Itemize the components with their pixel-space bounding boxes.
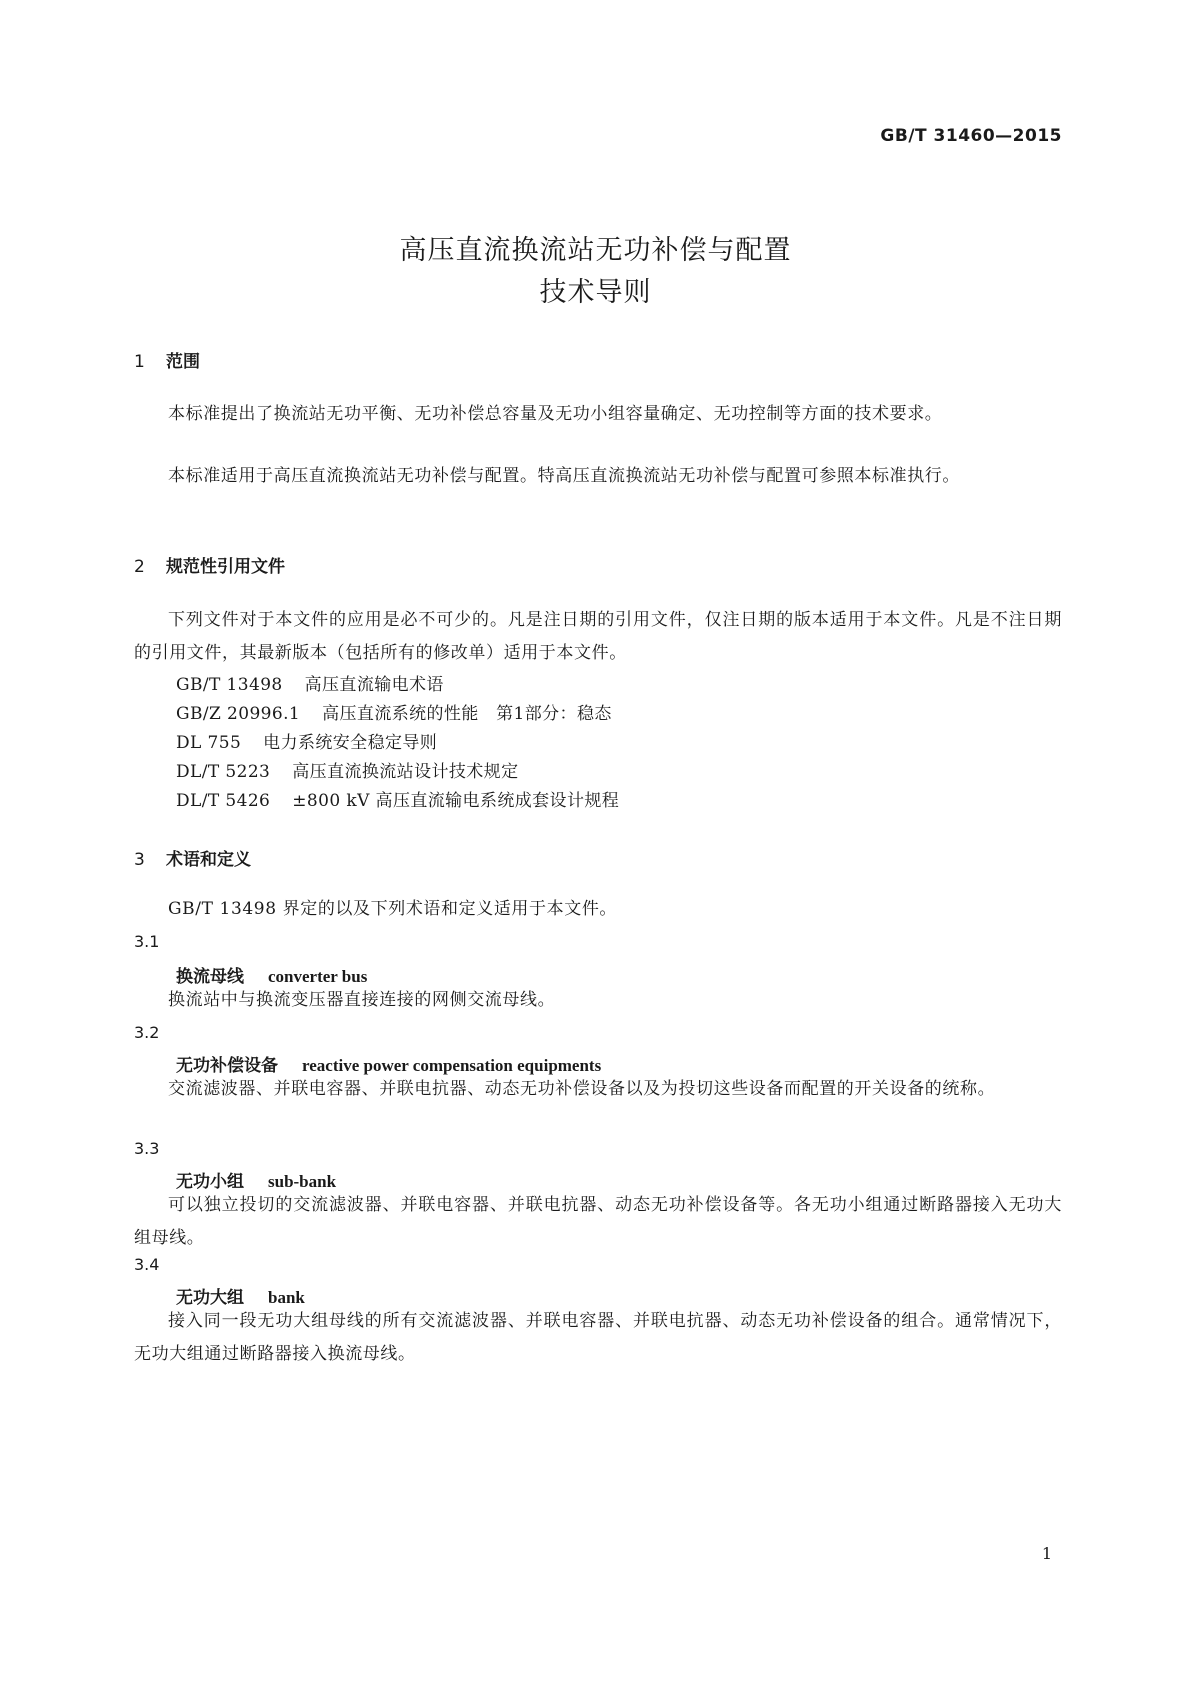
document-title	[0, 230, 1191, 314]
reference-title: 高压直流输电术语	[304, 675, 444, 695]
section-title: 规范性引用文件	[166, 557, 285, 577]
term-number: 3.2	[134, 1023, 160, 1042]
reference-title: ±800 kV 高压直流输电系统成套设计规程	[292, 791, 620, 811]
section-number: 2	[134, 557, 145, 577]
term-number: 3.4	[134, 1255, 160, 1274]
section-title: 范围	[166, 352, 200, 372]
section-1-paragraph-1: 本标准提出了换流站无功平衡、无功补偿总容量及无功小组容量确定、无功控制等方面的技术要求。	[168, 404, 943, 424]
term-en: bank	[268, 1288, 305, 1307]
term-definition: 接入同一段无功大组母线的所有交流滤波器、并联电容器、并联电抗器、动态无功补偿设备的组合。通常情况下，无功大组通过断路器接入换流母线。	[134, 1311, 1062, 1364]
section-3-heading	[134, 845, 251, 870]
term-definition: 可以独立投切的交流滤波器、并联电容器、并联电抗器、动态无功补偿设备等。各无功小组通过断路器接入无功大组母线。	[134, 1195, 1062, 1248]
section-1-heading	[134, 347, 200, 372]
term-number: 3.1	[134, 932, 160, 951]
section-number: 3	[134, 850, 145, 870]
title-line-2: 技术导则	[539, 277, 652, 308]
term-zh: 换流母线	[176, 967, 244, 987]
reference-code: DL 755	[176, 733, 242, 753]
standard-number: GB/T 31460—2015	[880, 126, 1062, 146]
section-3-paragraph-1: GB/T 13498 界定的以及下列术语和定义适用于本文件。	[168, 899, 618, 919]
reference-item	[176, 699, 612, 724]
term-number: 3.3	[134, 1139, 160, 1158]
section-2-heading	[134, 552, 285, 577]
reference-item	[176, 786, 619, 811]
reference-code: GB/Z 20996.1	[176, 704, 301, 724]
term-zh: 无功小组	[176, 1172, 244, 1192]
reference-code: DL/T 5426	[176, 791, 271, 811]
reference-code: GB/T 13498	[176, 675, 283, 695]
reference-item	[176, 757, 518, 782]
term-definition: 换流站中与换流变压器直接连接的网侧交流母线。	[168, 990, 556, 1010]
reference-code: DL/T 5223	[176, 762, 271, 782]
reference-item	[176, 670, 444, 695]
page-number: 1	[1041, 1544, 1052, 1563]
section-title: 术语和定义	[166, 850, 251, 870]
term-en: converter bus	[268, 967, 368, 986]
term-definition: 交流滤波器、并联电容器、并联电抗器、动态无功补偿设备以及为投切这些设备而配置的开关设备的统称。	[168, 1079, 996, 1099]
title-line-1: 高压直流换流站无功补偿与配置	[399, 235, 792, 266]
term-en: sub-bank	[268, 1172, 337, 1191]
reference-title: 高压直流系统的性能 第1部分：稳态	[322, 704, 612, 724]
reference-item	[176, 728, 437, 753]
term-zh: 无功补偿设备	[176, 1056, 278, 1076]
reference-title: 电力系统安全稳定导则	[263, 733, 438, 753]
section-1-paragraph-2: 本标准适用于高压直流换流站无功补偿与配置。特高压直流换流站无功补偿与配置可参照本标准执行。	[168, 466, 960, 486]
reference-title: 高压直流换流站设计技术规定	[292, 762, 519, 782]
term-en: reactive power compensation equipments	[302, 1056, 602, 1075]
section-number: 1	[134, 352, 145, 372]
section-2-paragraph-1: 下列文件对于本文件的应用是必不可少的。凡是注日期的引用文件，仅注日期的版本适用于本文件。凡是不注日期的引用文件，其最新版本（包括所有的修改单）适用于本文件。	[134, 610, 1062, 663]
term-zh: 无功大组	[176, 1288, 244, 1308]
